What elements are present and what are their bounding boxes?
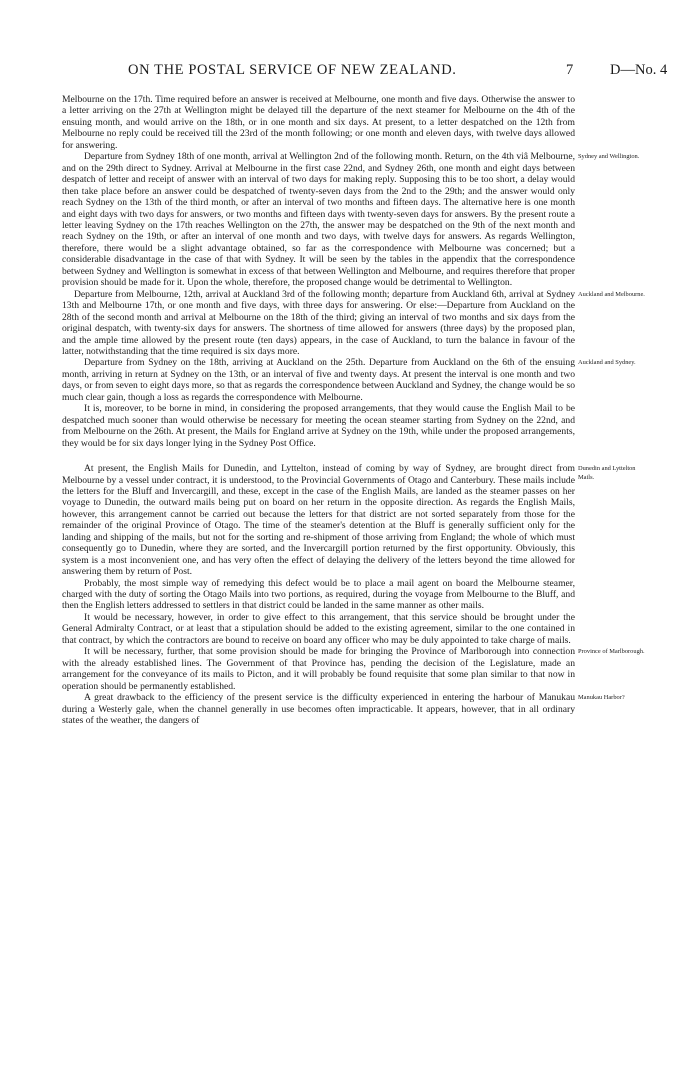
paragraph-block [62,578,575,612]
paragraph-block [62,403,575,449]
paragraph: Departure from Melbourne, 12th, arrival at Auckland 3rd of the following month; departure from Auckland 6th, arrival at Sydney 13th and Melbourne 17th, or one month and five days, with three days for answering. Or else:—Departure from Auckland on the 28th of the second month and arrival at Melbourne on the 18th of the third; giving an interval of two months and six days from the original despatch, with twenty-six days for answers. The shortness of time allowed for answers (three days) by the proposed plan, and the ample time allowed by the present route (ten days) appears, in the case of Auckland, to turn the balance in favour of the latter, notwithstanding that the time required is six days more. [62,288,575,357]
paragraph-block [62,151,640,289]
document-reference: D—No. 4 [610,62,668,78]
margin-note: Province of Marlborough. [578,648,645,656]
paragraph-block [62,288,645,358]
paragraph-block [62,463,636,578]
paragraph: Departure from Sydney on the 18th, arriving at Auckland on the 25th. Departure from Auckland on the 6th of the ensuing month, arriving in return at Sydney on the 13th, or an interval of five and twenty days. At present the interval is one month and two days, or from seven to eight days more, so that as regards the correspondence between Auckland and Sydney, the change would be so much clear gain, though a loss as regards the correspondence with Melbourne. [62,357,575,403]
paragraph-block [62,357,636,403]
paragraph: Probably, the most simple way of remedying this defect would be to place a mail agent on board the Melbourne steamer, charged with the duty of sorting the Otago Mails into two portions, as required, during the voyage from Melbourne to the Bluff, and then the English letters addressed to settlers in that district could be landed in the same manner as other mails. [62,577,575,612]
paragraph: It would be necessary, however, in order to give effect to this arrangement, that this service should be brought under the General Admiralty Contract, or at least that a stipulation should be added to the existing agreement, similar to the one contained in that contract, by which the contractors are bound to receive on board any officer who may be duly appointed to take charge of mails. [62,611,575,646]
page-body [62,94,645,727]
paragraph: At present, the English Mails for Dunedin, and Lyttelton, instead of coming by way of Sydney, are brought direct from Melbourne by a vessel under contract, it is understood, to the Provincial Governments of Otago and Canterbury. These mails include the letters for the Bluff and Invercargill, and these, except in the case of the English Mails, are landed as the steamer passes on her voyage to Dunedin, the outward mails being put on board on her return in the opposite direction. As regards the English Mails, however, this arrangement cannot be carried out because the letters for that district are not sorted separately from those for the remainder of the original Province of Otago. The time of the steamer's detention at the Bluff is generally sufficient only for the landing and shipping of the mails, but not for the sorting and re-shipment of those arriving from England; the whole of which must consequently go to Dunedin, where they are sorted, and the Invercargill portion returned by the first opportunity. Obviously, this system is a most inconvenient one, and has very often the effect of delaying the delivery of the letters beyond the time allowed for answering them by return of Post. [62,463,575,578]
margin-note: Sydney and Wellington. [578,153,640,161]
page-header [0,62,700,82]
margin-note: Auckland and Melbourne. [578,290,645,298]
margin-note: Dunedin and Lyttelton [578,465,636,473]
paragraph-block [62,94,575,151]
margin-note: Manukau Harbor? [578,694,625,702]
running-title: ON THE POSTAL SERVICE OF NEW ZEALAND. [128,62,457,78]
margin-note: Mails. [578,474,595,482]
margin-note: Auckland and Sydney. [578,359,636,367]
paragraph-block [62,612,575,646]
paragraph-block [62,692,625,727]
paragraph: Melbourne on the 17th. Time required before an answer is received at Melbourne, one month and five days. Otherwise the answer to a letter arriving on the 27th at Wellington might be delayed till the departure of the next steamer for Melbourne on the 4th of the ensuing month, and would arrive on the 18th, or in one month and six days. At present, to a letter despatched on the 12th from Melbourne no reply could be received till the 23rd of the month following; or one month and eleven days, with twelve days allowed for answering. [62,94,575,151]
section-gap [62,449,575,463]
paragraph: Departure from Sydney 18th of one month, arrival at Wellington 2nd of the following month. Return, on the 4th viâ Melbourne, and on the 29th direct to Sydney. Arrival at Melbourne in the first case 22nd, and Sydney 26th, one month and eight days between despatch of letter and receipt of answer with an interval of two days for making reply. Supposing this to be too short, a delay would then take place before an answer could be despatched of twenty-seven days from the 2nd to the 29th; and the answer would only reach Sydney on the 13th of the third month, or after an interval of two months and fifteen days. The alternative here is one month and eight days with two days for answers, or two months and fifteen days with twenty-seven days for answers. By the present route a letter leaving Sydney on the 17th reaches Wellington on the 27th, the answer may be despatched on the 9th of the next month and reach Sydney on the 19th, or after an interval of one month and two days, with twelve days for answers. As regards Wellington, therefore, there would be a slight advantage obtained, so far as the correspondence with Melbourne was concerned; but a considerable disadvantage in the case of that with Sydney. It will be seen by the tables in the appendix that the correspondence between Sydney and Wellington is somewhat in excess of that between Wellington and Melbourne, and requires therefore that proper provision should be made for it. Upon the whole, therefore, the proposed change would be detrimental to Wellington. [62,151,575,289]
paragraph-block [62,646,645,692]
paragraph: It will be necessary, further, that some provision should be made for bringing the Province of Marlborough into connection with the already established lines. The Government of that Province has, pending the decision of the Legislature, made an arrangement for the conveyance of its mails to Picton, and it will probably be found requisite that some plan similar to that now in operation should be permanently established. [62,646,575,692]
paragraph: It is, moreover, to be borne in mind, in considering the proposed arrangements, that they would cause the English Mail to be despatched much sooner than would otherwise be necessary for meeting the ocean steamer starting from Sydney on the 22nd, and from Melbourne on the 26th. At present, the Mails for England arrive at Sydney on the 19th, while under the proposed arrangements, they would be for six days longer lying in the Sydney Post Office. [62,403,575,449]
paragraph: A great drawback to the efficiency of the present service is the difficulty experienced in entering the harbour of Manukau during a Westerly gale, when the channel generally in use becomes often impracticable. It appears, however, that in all ordinary states of the weather, the dangers of [62,692,575,727]
page-number: 7 [566,62,574,78]
